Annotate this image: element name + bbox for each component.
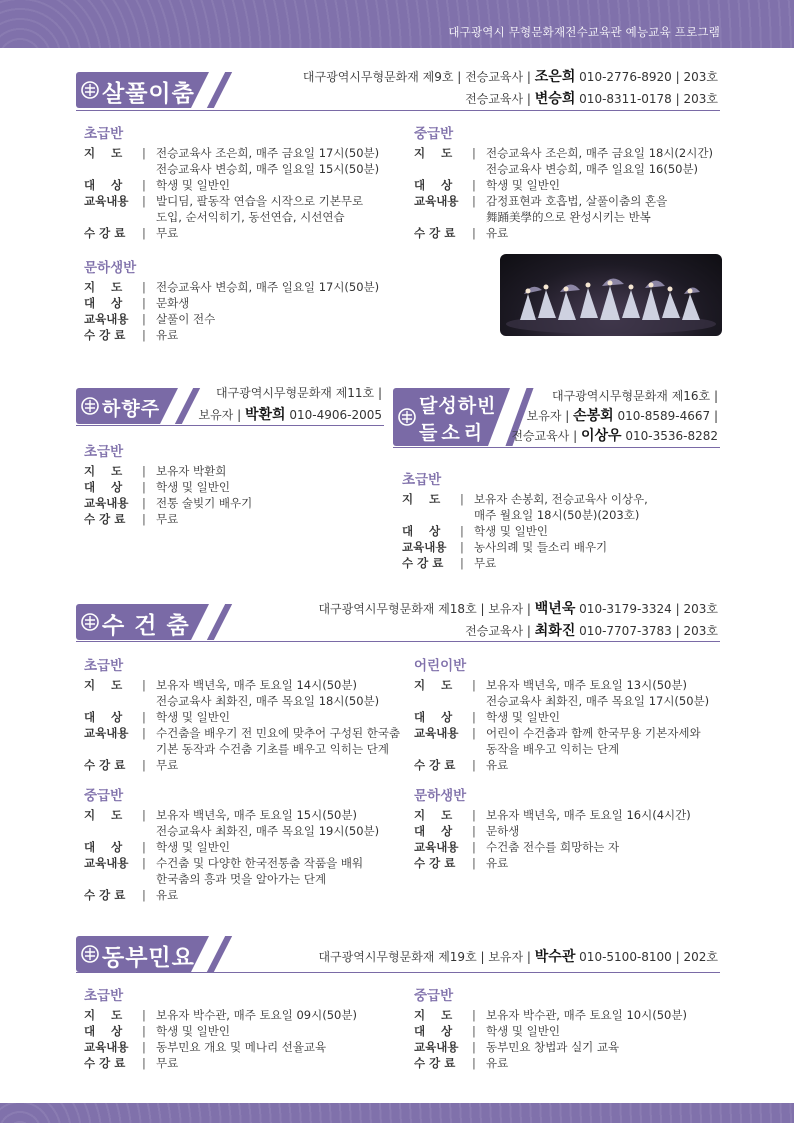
course-field-row (84, 1007, 357, 1023)
field-label: 대 상 (84, 480, 123, 494)
field-value: 수건춤 및 다양한 한국전통춤 작품을 배워 한국춤의 흥과 멋을 알아가는 단계 (156, 856, 364, 886)
section-underline (76, 972, 720, 973)
field-label: 수 강 료 (402, 556, 444, 570)
field-label: 대 상 (84, 710, 123, 724)
field-separator: | (142, 856, 146, 870)
field-separator: | (472, 726, 476, 740)
course-field-row (414, 1007, 687, 1023)
field-label: 지 도 (402, 492, 441, 506)
field-value: 보유자 백년욱, 매주 토요일 13시(50분) 전승교육사 최화진, 매주 목요일 17시(50분) (486, 678, 710, 708)
section-title-line2: 들소리 (419, 422, 487, 444)
section-title-line1: 달성하빈 (419, 395, 497, 417)
course-field-row (84, 177, 379, 193)
section-info-sugeon: 대구광역시무형문화재 제18호 | 보유자 | 백년욱 010-3179-3324 | 203호 전승교육사 | 최화진 010-7707-3783 | 203호 (318, 601, 718, 639)
section-info-dalseong: 대구광역시무형문화재 제16호 | 보유자 | 손봉회 010-8589-4667 | 전승교육사 | 이상우 010-3536-8282 (511, 389, 718, 444)
field-label: 수 강 료 (84, 888, 126, 902)
field-label: 지 도 (414, 146, 453, 160)
page-header-title: 대구광역시 무형문화재전수교육관 예능교육 프로그램 (448, 25, 720, 39)
section-title: 살풀이춤 (102, 81, 195, 107)
course-field-row (414, 757, 709, 773)
field-label: 대 상 (84, 296, 123, 310)
field-separator: | (472, 808, 476, 822)
course-field-row (84, 1039, 357, 1055)
field-label: 수 강 료 (414, 856, 456, 870)
course-field-row (414, 807, 691, 823)
course-field-row (84, 311, 379, 327)
section-underline (76, 110, 720, 111)
field-separator: | (142, 678, 146, 692)
field-separator: | (142, 146, 146, 160)
course-field-row (414, 225, 713, 241)
field-value: 살풀이 전수 (156, 312, 216, 326)
top-header-bar (0, 0, 794, 48)
field-label: 지 도 (84, 464, 123, 478)
course-field-row (414, 855, 691, 871)
field-separator: | (472, 226, 476, 240)
course-field-row (84, 1023, 357, 1039)
course-field-row (84, 463, 252, 479)
field-separator: | (142, 280, 146, 294)
field-value: 유료 (486, 856, 509, 870)
course-field-row (414, 839, 691, 855)
field-label: 대 상 (84, 840, 123, 854)
field-separator: | (472, 856, 476, 870)
pattern-icon (397, 407, 417, 427)
field-value: 보유자 박수관, 매주 토요일 09시(50분) (156, 1008, 357, 1022)
field-label: 교육내용 (414, 194, 459, 208)
course-field-row (402, 539, 648, 555)
field-separator: | (472, 146, 476, 160)
field-separator: | (472, 678, 476, 692)
field-value: 유료 (486, 1056, 509, 1070)
course-block (402, 468, 648, 571)
field-separator: | (142, 480, 146, 494)
field-separator: | (142, 226, 146, 240)
field-label: 지 도 (84, 808, 123, 822)
field-label: 교육내용 (84, 726, 129, 740)
field-value: 동부민요 창법과 실기 교육 (486, 1040, 620, 1054)
field-separator: | (472, 710, 476, 724)
field-label: 지 도 (414, 808, 453, 822)
section-info-salpuri: 대구광역시무형문화재 제9호 | 전승교육사 | 조은희 010-2776-8920 | 203호 전승교육사 | 변승희 010-8311-0178 | 203호 (302, 69, 718, 107)
field-label: 지 도 (84, 280, 123, 294)
course-field-row (84, 279, 379, 295)
bottom-footer-bar (0, 1103, 794, 1123)
pattern-icon (80, 80, 100, 100)
course-block (414, 984, 687, 1071)
field-separator: | (472, 840, 476, 854)
field-separator: | (142, 840, 146, 854)
field-value: 학생 및 일반인 (156, 178, 230, 192)
course-field-row (414, 1055, 687, 1071)
course-field-row (402, 523, 648, 539)
field-value: 학생 및 일반인 (486, 1024, 560, 1038)
course-block (414, 784, 691, 871)
course-field-row (84, 495, 252, 511)
field-value: 보유자 백년욱, 매주 토요일 16시(4시간) (486, 808, 691, 822)
field-separator: | (460, 524, 464, 538)
course-block (84, 122, 379, 241)
field-separator: | (472, 1056, 476, 1070)
field-label: 교육내용 (402, 540, 447, 554)
field-separator: | (460, 540, 464, 554)
field-label: 대 상 (84, 178, 123, 192)
section-banner-salpuri (76, 72, 236, 110)
field-label: 지 도 (84, 146, 123, 160)
section-info-dongbu: 대구광역시무형문화재 제19호 | 보유자 | 박수관 010-5100-8100 | 202호 (318, 949, 718, 965)
course-title: 중급반 (84, 788, 124, 804)
field-value: 수건춤 전수를 희망하는 자 (486, 840, 620, 854)
course-block (84, 784, 379, 903)
field-separator: | (142, 464, 146, 478)
field-value: 학생 및 일반인 (486, 710, 560, 724)
field-value: 전승교육사 조은희, 매주 금요일 17시(50분) 전승교육사 변승희, 매주 일요일 15시(50분) (156, 146, 380, 176)
course-field-row (84, 295, 379, 311)
course-field-row (414, 193, 713, 225)
field-value: 전통 술빚기 배우기 (156, 496, 253, 510)
course-field-row (402, 491, 648, 523)
field-value: 보유자 박환희 (156, 464, 227, 478)
course-title: 문하생반 (414, 788, 467, 804)
field-value: 동부민요 개요 및 메나리 선율교육 (156, 1040, 327, 1054)
field-value: 무료 (474, 556, 497, 570)
field-separator: | (142, 194, 146, 208)
field-label: 수 강 료 (414, 758, 456, 772)
field-label: 수 강 료 (84, 758, 126, 772)
course-block (414, 654, 709, 773)
course-title: 중급반 (414, 988, 454, 1004)
course-title: 초급반 (84, 658, 124, 674)
section-title: 동부민요 (102, 945, 195, 971)
field-value: 문화생 (156, 296, 190, 310)
field-separator: | (142, 758, 146, 772)
course-field-row (414, 725, 709, 757)
field-label: 지 도 (414, 1008, 453, 1022)
field-separator: | (142, 710, 146, 724)
course-field-row (84, 887, 379, 903)
field-separator: | (142, 312, 146, 326)
field-label: 수 강 료 (84, 512, 126, 526)
course-title: 초급반 (402, 472, 442, 488)
dance-photo (500, 254, 722, 336)
field-label: 지 도 (414, 678, 453, 692)
field-value: 수건춤을 배우기 전 민요에 맞추어 구성된 한국춤 기본 동작과 수건춤 기초를 배우고 익히는 단계 (156, 726, 401, 756)
course-field-row (84, 807, 379, 839)
course-field-row (84, 511, 252, 527)
section-underline (393, 447, 720, 448)
field-label: 교육내용 (84, 312, 129, 326)
field-value: 무료 (156, 758, 179, 772)
field-separator: | (472, 758, 476, 772)
field-value: 유료 (486, 758, 509, 772)
course-field-row (84, 839, 379, 855)
course-block (84, 256, 379, 343)
field-separator: | (142, 1024, 146, 1038)
field-label: 교육내용 (414, 1040, 459, 1054)
field-value: 감정표현과 호흡법, 살풀이춤의 혼을 舞踊美學的으로 완성시키는 반복 (486, 194, 668, 224)
course-field-row (402, 555, 648, 571)
field-value: 보유자 손봉회, 전승교육사 이상우, 매주 월요일 18시(50분)(203호) (474, 492, 648, 522)
field-label: 대 상 (84, 1024, 123, 1038)
field-separator: | (142, 808, 146, 822)
field-separator: | (472, 194, 476, 208)
course-block (84, 440, 252, 527)
section-banner-hahyangju (76, 388, 196, 426)
field-label: 수 강 료 (414, 226, 456, 240)
field-separator: | (142, 496, 146, 510)
field-label: 대 상 (414, 178, 453, 192)
pattern-icon (80, 612, 100, 632)
field-value: 보유자 백년욱, 매주 토요일 15시(50분) 전승교육사 최화진, 매주 목요일 19시(50분) (156, 808, 380, 838)
course-field-row (414, 177, 713, 193)
field-value: 보유자 박수관, 매주 토요일 10시(50분) (486, 1008, 687, 1022)
field-label: 수 강 료 (84, 328, 126, 342)
section-title: 수 건 춤 (102, 613, 190, 639)
field-separator: | (142, 1040, 146, 1054)
field-separator: | (472, 1008, 476, 1022)
field-separator: | (142, 888, 146, 902)
field-value: 학생 및 일반인 (474, 524, 548, 538)
field-value: 무료 (156, 512, 179, 526)
field-label: 수 강 료 (84, 226, 126, 240)
course-title: 초급반 (84, 988, 124, 1004)
field-label: 교육내용 (84, 856, 129, 870)
field-label: 지 도 (84, 1008, 123, 1022)
field-value: 무료 (156, 226, 179, 240)
course-field-row (414, 1023, 687, 1039)
course-title: 초급반 (84, 444, 124, 460)
field-value: 발디딤, 팔동작 연습을 시작으로 기본무로 도입, 순서익히기, 동선연습, 시선연습 (156, 194, 364, 224)
field-separator: | (472, 1024, 476, 1038)
course-field-row (84, 479, 252, 495)
field-separator: | (460, 556, 464, 570)
course-field-row (84, 855, 379, 887)
field-label: 대 상 (414, 824, 453, 838)
field-label: 교육내용 (84, 496, 129, 510)
course-field-row (84, 193, 379, 225)
course-block (84, 654, 400, 773)
field-value: 보유자 백년욱, 매주 토요일 14시(50분) 전승교육사 최화진, 매주 목요일 18시(50분) (156, 678, 380, 708)
course-field-row (414, 709, 709, 725)
field-separator: | (142, 726, 146, 740)
course-field-row (414, 145, 713, 177)
course-field-row (84, 757, 400, 773)
field-label: 교육내용 (84, 1040, 129, 1054)
course-field-row (84, 1055, 357, 1071)
pattern-icon (80, 944, 100, 964)
field-separator: | (142, 1008, 146, 1022)
field-separator: | (472, 178, 476, 192)
field-label: 수 강 료 (84, 1056, 126, 1070)
field-value: 유료 (156, 328, 179, 342)
field-label: 수 강 료 (414, 1056, 456, 1070)
field-value: 무료 (156, 1056, 179, 1070)
course-field-row (84, 677, 400, 709)
field-label: 교육내용 (84, 194, 129, 208)
field-value: 전승교육사 조은희, 매주 금요일 18시(2시간) 전승교육사 변승희, 매주 일요일 16(50분) (486, 146, 713, 176)
course-block (414, 122, 713, 241)
field-value: 문하생 (486, 824, 520, 838)
course-title: 어린이반 (414, 658, 467, 674)
field-value: 유료 (486, 226, 509, 240)
pattern-icon (80, 396, 100, 416)
field-value: 학생 및 일반인 (156, 480, 230, 494)
field-separator: | (460, 492, 464, 506)
field-value: 농사의례 및 들소리 배우기 (474, 540, 608, 554)
course-title: 중급반 (414, 126, 454, 142)
section-banner-dongbu (76, 936, 236, 974)
course-block (84, 984, 357, 1071)
field-value: 학생 및 일반인 (486, 178, 560, 192)
course-title: 초급반 (84, 126, 124, 142)
field-value: 학생 및 일반인 (156, 710, 230, 724)
section-title: 하향주 (102, 398, 161, 420)
field-separator: | (142, 1056, 146, 1070)
course-field-row (84, 145, 379, 177)
section-info-hahyangju: 대구광역시무형문화재 제11호 | 보유자 | 박환희 010-4906-2005 (198, 386, 382, 423)
field-value: 유료 (156, 888, 179, 902)
field-separator: | (142, 296, 146, 310)
field-separator: | (142, 328, 146, 342)
course-title: 문하생반 (84, 260, 137, 276)
course-field-row (414, 677, 709, 709)
field-separator: | (142, 512, 146, 526)
course-field-row (84, 225, 379, 241)
field-value: 학생 및 일반인 (156, 1024, 230, 1038)
course-field-row (414, 1039, 687, 1055)
field-label: 대 상 (414, 1024, 453, 1038)
course-field-row (414, 823, 691, 839)
section-banner-dalseong (393, 388, 528, 448)
field-label: 지 도 (84, 678, 123, 692)
field-value: 어린이 수건춤과 함께 한국무용 기본자세와 동작을 배우고 익히는 단계 (486, 726, 701, 756)
section-banner-sugeon (76, 604, 236, 642)
field-value: 전승교육사 변승희, 매주 일요일 17시(50분) (156, 280, 380, 294)
course-field-row (84, 725, 400, 757)
field-label: 교육내용 (414, 840, 459, 854)
course-field-row (84, 327, 379, 343)
field-separator: | (472, 1040, 476, 1054)
field-label: 대 상 (402, 524, 441, 538)
field-separator: | (142, 178, 146, 192)
field-value: 학생 및 일반인 (156, 840, 230, 854)
field-label: 교육내용 (414, 726, 459, 740)
field-label: 대 상 (414, 710, 453, 724)
course-field-row (84, 709, 400, 725)
field-separator: | (472, 824, 476, 838)
